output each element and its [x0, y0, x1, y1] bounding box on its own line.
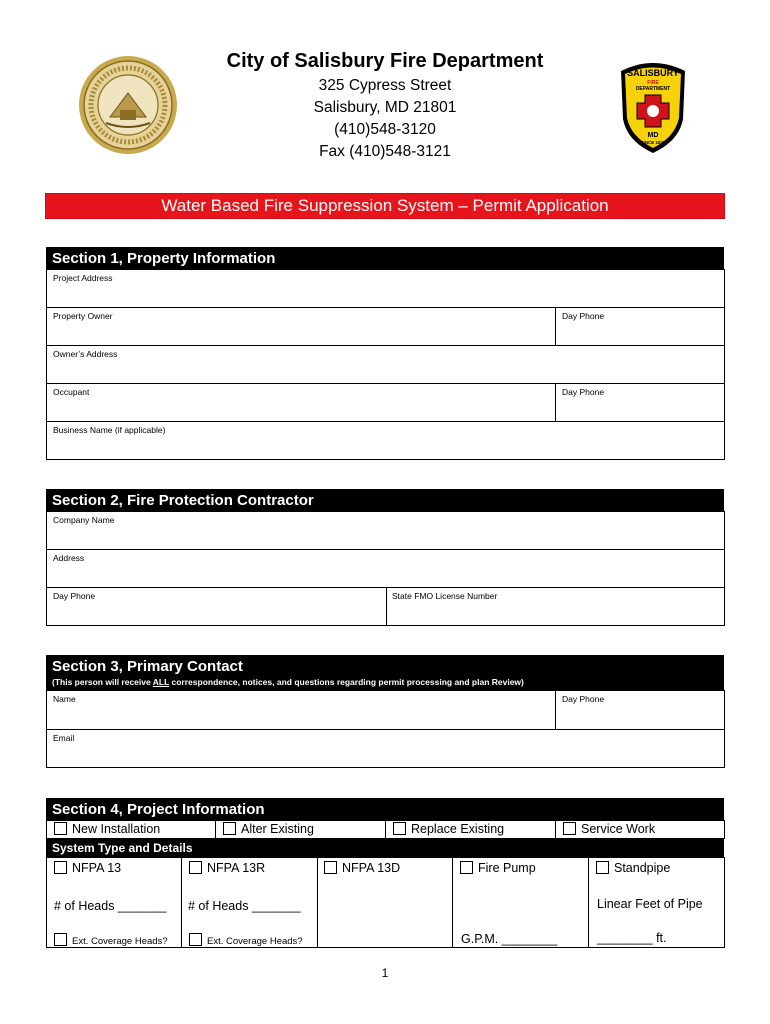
project-type-row: [46, 820, 725, 839]
linear-feet-label: Linear Feet of Pipe: [597, 897, 703, 911]
new-installation-option[interactable]: New Installation: [54, 822, 160, 836]
section3-box: [46, 690, 725, 768]
system-type-subheader: System Type and Details: [46, 839, 724, 857]
address-line-2: Salisbury, MD 21801: [313, 99, 457, 116]
service-work-option[interactable]: Service Work: [563, 822, 655, 836]
nfpa-13-option[interactable]: NFPA 13: [54, 861, 121, 875]
service-work-checkbox[interactable]: [563, 822, 576, 835]
nfpa-13r-checkbox[interactable]: [189, 861, 202, 874]
property-owner-field[interactable]: Property Owner: [53, 311, 113, 321]
page-number: 1: [381, 966, 389, 980]
system-type-box: [46, 857, 725, 948]
license-number-field[interactable]: State FMO License Number: [392, 591, 498, 601]
replace-existing-checkbox[interactable]: [393, 822, 406, 835]
section1-box: [46, 269, 725, 460]
section3-header: [46, 655, 724, 690]
nfpa13r-ext-coverage-checkbox[interactable]: [189, 933, 202, 946]
nfpa-13-checkbox[interactable]: [54, 861, 67, 874]
fire-department-badge-logo: [617, 57, 689, 155]
linear-feet-field[interactable]: ________ ft.: [597, 931, 667, 945]
nfpa13r-heads-field[interactable]: # of Heads _______: [188, 899, 301, 913]
badge-since-text: SINCE 1872: [640, 140, 666, 145]
alter-existing-checkbox[interactable]: [223, 822, 236, 835]
section4-header: Section 4, Project Information: [46, 798, 724, 820]
section3-title: Section 3, Primary Contact: [52, 658, 243, 675]
owner-day-phone-field[interactable]: Day Phone: [562, 311, 605, 321]
nfpa-13r-option[interactable]: NFPA 13R: [189, 861, 265, 875]
contact-name-field[interactable]: Name: [53, 694, 76, 704]
nfpa-13d-option[interactable]: NFPA 13D: [324, 861, 400, 875]
nfpa13-ext-coverage-checkbox[interactable]: [54, 933, 67, 946]
new-installation-checkbox[interactable]: [54, 822, 67, 835]
nfpa-13d-checkbox[interactable]: [324, 861, 337, 874]
nfpa13-heads-field[interactable]: # of Heads _______: [54, 899, 167, 913]
standpipe-checkbox[interactable]: [596, 861, 609, 874]
phone-number: (410)548-3120: [334, 121, 436, 138]
fire-pump-checkbox[interactable]: [460, 861, 473, 874]
project-address-field[interactable]: Project Address: [53, 273, 113, 283]
alter-existing-option[interactable]: Alter Existing: [223, 822, 314, 836]
fire-pump-option[interactable]: Fire Pump: [460, 861, 536, 875]
address-line-1: 325 Cypress Street: [318, 77, 452, 94]
business-name-field[interactable]: Business Name (if applicable): [53, 425, 166, 435]
badge-state-text: MD: [647, 132, 659, 139]
contact-day-phone-field[interactable]: Day Phone: [562, 694, 605, 704]
occupant-day-phone-field[interactable]: Day Phone: [562, 387, 605, 397]
replace-existing-option[interactable]: Replace Existing: [393, 822, 504, 836]
section2-box: [46, 511, 725, 626]
contractor-address-field[interactable]: Address: [53, 553, 85, 563]
section1-header: Section 1, Property Information: [46, 247, 724, 269]
nfpa13-ext-coverage-option[interactable]: Ext. Coverage Heads?: [54, 933, 168, 947]
badge-fire-text: FIRE: [647, 80, 659, 86]
section2-header: Section 2, Fire Protection Contractor: [46, 489, 724, 511]
contractor-day-phone-field[interactable]: Day Phone: [53, 591, 96, 601]
badge-city-text: SALISBURY: [627, 68, 679, 78]
gpm-field[interactable]: G.P.M. ________: [461, 932, 558, 946]
nfpa13r-ext-coverage-option[interactable]: Ext. Coverage Heads?: [189, 933, 303, 947]
company-name-field[interactable]: Company Name: [53, 515, 115, 525]
badge-dept-text: DEPARTMENT: [635, 86, 671, 92]
occupant-field[interactable]: Occupant: [53, 387, 90, 397]
section3-note: (This person will receive ALL correspondence, notices, and questions regarding permit processing and plan Review): [52, 677, 524, 687]
form-title-banner: Water Based Fire Suppression System – Permit Application: [45, 193, 725, 219]
fax-number: Fax (410)548-3121: [319, 143, 451, 160]
standpipe-option[interactable]: Standpipe: [596, 861, 670, 875]
page-title: City of Salisbury Fire Department: [226, 50, 544, 72]
contact-email-field[interactable]: Email: [53, 733, 75, 743]
owners-address-field[interactable]: Owner’s Address: [53, 349, 118, 359]
